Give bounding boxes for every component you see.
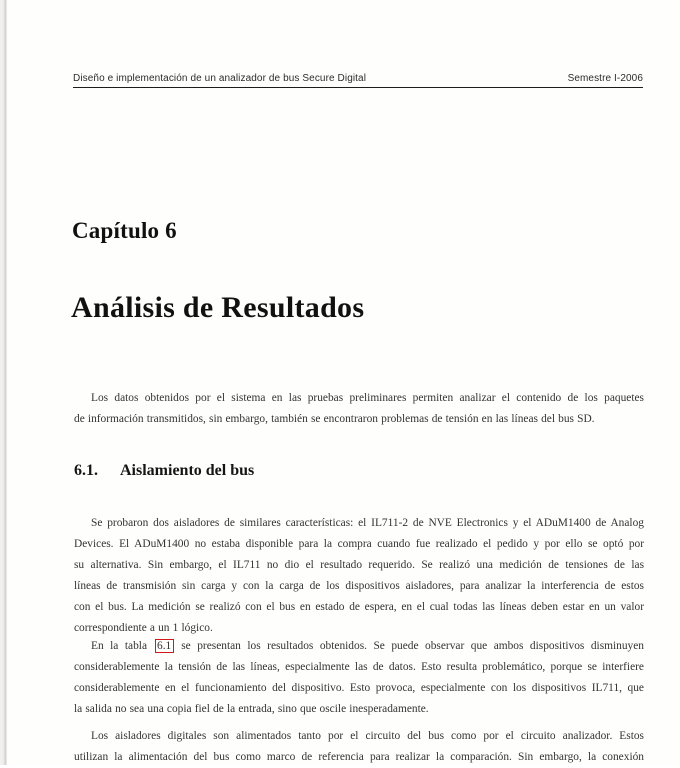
section-title: Aislamiento del bus [120,462,255,479]
body-line [74,388,644,409]
text-segment: considerablemente en el funcionamiento del dispositivo. Esto provoca, especialmente con los dispositivos IL711, que [74,682,644,694]
paragraph-isolators [74,513,644,639]
text-segment: Los aisladores digitales son alimentados tanto por el circuito del bus como por el circuito analizador. Estos [91,730,644,742]
text-segment: Los datos obtenidos por el sistema en las pruebas preliminares permiten analizar el contenido de los paquetes [91,392,644,404]
running-header-title: Diseño e implementación de un analizador de bus Secure Digital [73,73,367,84]
section-heading [74,462,254,480]
text-segment: con el bus. La medición se realizó con el bus en estado de espera, en el cual todas las líneas deben estar en un valor [74,601,644,613]
page-edge [0,0,7,765]
body-line [74,409,644,430]
chapter-number: Capítulo 6 [72,218,177,243]
text-segment: considerablemente la tensión de las líneas, especialmente las de datos. Esto resulta problemático, porque se interfiere [74,661,644,673]
paragraph-intro [74,388,644,430]
text-segment: se presentan los resultados obtenidos. Se puede observar que ambos dispositivos disminuyen [174,640,644,652]
header-rule [73,87,643,88]
text-segment: su alternativa. Sin embargo, el IL711 no dio el resultado requerido. Se realizó una medición de tensiones de las [74,559,644,571]
text-segment: líneas de transmisión sin carga y con la carga de los dispositivos aisladores, para analizar la interferencia de estos [74,580,644,592]
chapter-title: Análisis de Resultados [71,291,365,324]
text-segment: Devices. El ADuM1400 no estaba disponible para la compra cuando fue realizado el pedido y por ello se optó por [74,538,644,550]
body-line [74,513,644,534]
text-segment: Se probaron dos aisladores de similares características: el IL711-2 de NVE Electronics y el ADuM1400 de Analog [91,517,644,529]
body-line [74,597,644,618]
body-line [74,555,644,576]
text-segment: utilizan la alimentación del bus como marco de referencia para realizar la comparación. Sin embargo, la conexión [74,751,644,763]
paragraph-table-results [74,636,644,720]
body-line [74,678,644,699]
body-line [74,657,644,678]
running-header-semester: Semestre I-2006 [567,73,643,84]
text-segment: En la tabla [91,640,154,652]
body-line [74,726,644,747]
body-line [74,534,644,555]
body-line [74,576,644,597]
text-segment: correspondiente a un 1 lógico. [74,622,213,634]
body-line [74,636,644,657]
text-segment: de información transmitidos, sin embargo, también se encontraron problemas de tensión en las líneas del bus SD. [74,413,595,425]
table-ref-link[interactable]: 6.1 [155,639,174,653]
body-line [74,699,644,720]
section-number: 6.1. [74,462,98,479]
document-page [8,0,680,765]
text-segment: la salida no sea una copia fiel de la entrada, sino que oscile inesperadamente. [74,703,429,715]
running-header [73,73,643,84]
paragraph-power [74,726,644,768]
